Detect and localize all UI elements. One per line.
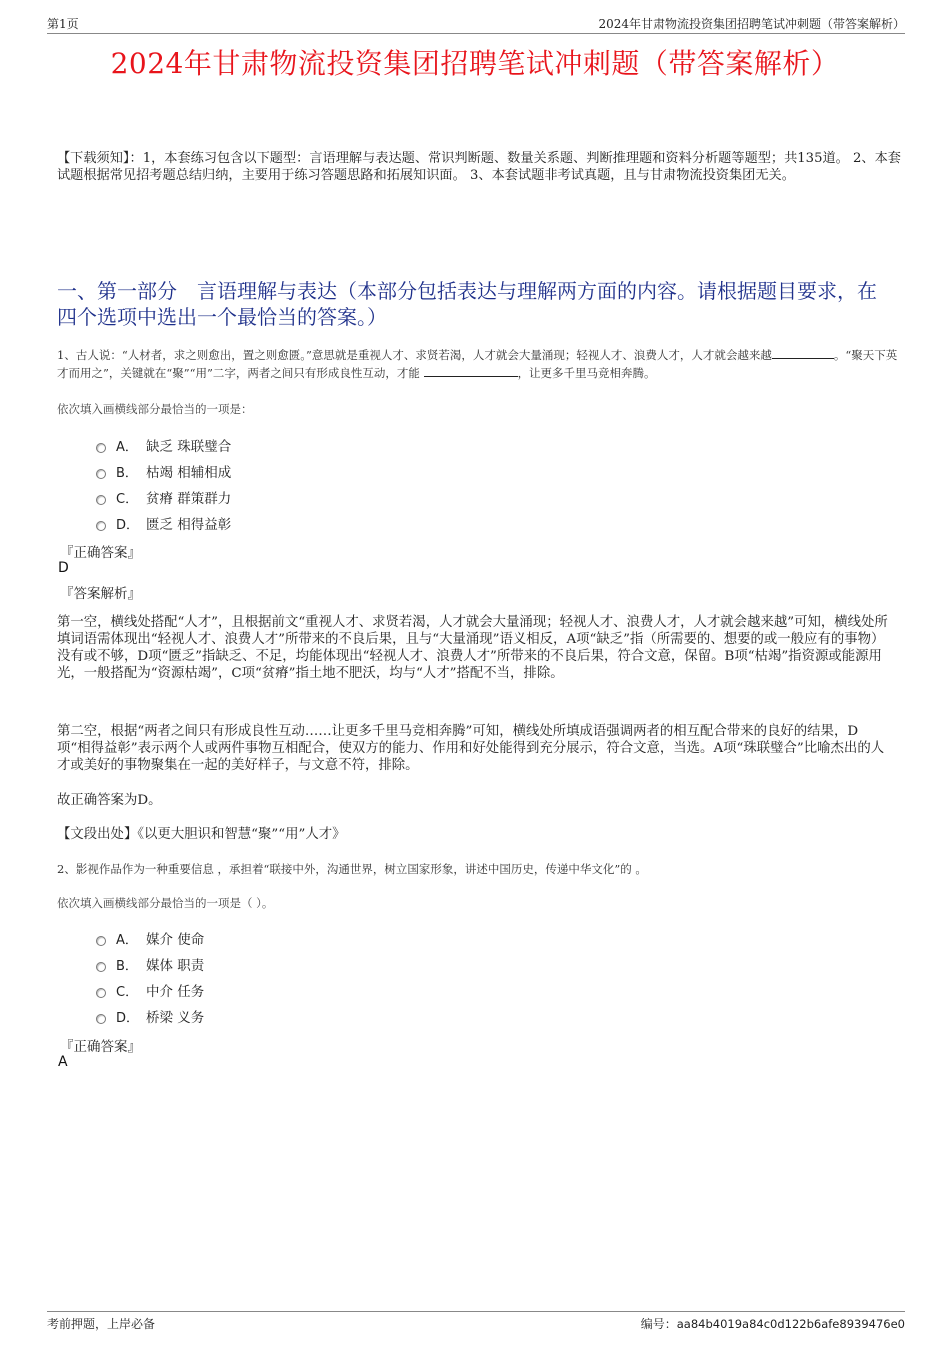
option-a[interactable]: A． 缺乏 珠联璧合 xyxy=(96,432,231,458)
correct-answer-label: 『正确答案』 xyxy=(60,1039,141,1055)
option-d-text: 匮乏 相得益彰 xyxy=(146,517,232,533)
option-b[interactable]: B． 媒体 职责 xyxy=(96,951,204,977)
correct-answer-label: 『正确答案』 xyxy=(60,545,141,561)
correct-answer: A xyxy=(58,1054,68,1070)
radio-icon[interactable] xyxy=(96,521,106,531)
question-1-options xyxy=(96,432,231,536)
option-a[interactable]: A． 媒介 使命 xyxy=(96,925,204,951)
option-a-text: 缺乏 珠联璧合 xyxy=(146,439,232,455)
question-1-text-part3: ，让更多千里马竞相奔腾。 xyxy=(517,366,656,380)
option-b-text: 枯竭 相辅相成 xyxy=(146,465,232,481)
option-b-text: 媒体 职责 xyxy=(146,958,205,974)
option-c-text: 贫瘠 群策群力 xyxy=(146,491,232,507)
option-b[interactable]: B． 枯竭 相辅相成 xyxy=(96,458,231,484)
option-d[interactable]: D． 匮乏 相得益彰 xyxy=(96,510,231,536)
radio-icon[interactable] xyxy=(96,988,106,998)
download-notice: 【下载须知】：1，本套练习包含以下题型：言语理解与表达题、常识判断题、数量关系题、判断推理题和资料分析题等题型；共135道。 2、本套试题根据常见招考题总结归纳，主要用于练习答题思路和拓展知识面。 3、本套试题非考试真题，且与甘肃物流投资集团无关。 xyxy=(57,151,901,183)
blank-1 xyxy=(772,346,834,359)
option-c[interactable]: C． 贫瘠 群策群力 xyxy=(96,484,231,510)
option-a-text: 媒介 使命 xyxy=(146,932,205,948)
question-2-options xyxy=(96,925,204,1029)
text-source: 【文段出处】《以更大胆识和智慧“聚”“用”人才》 xyxy=(57,827,346,842)
blank-2 xyxy=(424,364,518,377)
radio-icon[interactable] xyxy=(96,1014,106,1024)
question-2-prompt: 依次填入画横线部分最恰当的一项是（ ）。 xyxy=(57,896,274,910)
footer-slogan: 考前押题，上岸必备 xyxy=(47,1317,156,1331)
question-2-text: 2、影视作品作为一种重要信息 ，承担着“联接中外，沟通世界，树立国家形象，讲述中国历史，传递中华文化”的 。 xyxy=(57,862,647,876)
document-code: 编号：aa84b4019a84c0d122b6afe8939476e0 xyxy=(640,1317,905,1331)
question-1-text-part2: 。“聚天下英才而用之”，关键就在“聚”“用”二字，两者之间只有形成良性互动，才能 xyxy=(57,348,898,380)
analysis-label: 『答案解析』 xyxy=(60,586,141,602)
page-header xyxy=(47,13,905,34)
option-d[interactable]: D． 桥梁 义务 xyxy=(96,1003,204,1029)
radio-icon[interactable] xyxy=(96,443,106,453)
question-1-text xyxy=(57,346,905,382)
question-1-prompt: 依次填入画横线部分最恰当的一项是： xyxy=(57,402,253,416)
option-c[interactable]: C． 中介 任务 xyxy=(96,977,204,1003)
question-1-text-part1: 1、古人说：“人材者，求之则愈出，置之则愈匮。”意思就是重视人才、求贤若渴，人才就会大量涌现；轻视人才、浪费人才，人才就会越来越 xyxy=(57,348,772,362)
option-d-text: 桥梁 义务 xyxy=(146,1010,205,1026)
header-doc-title: 2024年甘肃物流投资集团招聘笔试冲刺题（带答案解析） xyxy=(598,17,905,31)
analysis-conclusion: 故正确答案为D。 xyxy=(57,793,162,808)
option-c-text: 中介 任务 xyxy=(146,984,205,1000)
radio-icon[interactable] xyxy=(96,962,106,972)
page-footer xyxy=(47,1311,905,1332)
document-title: 2024年甘肃物流投资集团招聘笔试冲刺题（带答案解析） xyxy=(110,47,840,80)
analysis-paragraph-1: 第一空，横线处搭配“人才”，且根据前文“重视人才、求贤若渴，人才就会大量涌现；轻视人才、浪费人才，人才就会越来越”可知，横线处所填词语需体现出“轻视人才、浪费人才”所带来的不良后果，且与“大量涌现”语义相反，A项“缺乏”指（所需要的、想要的或一般应有的事物）没有或不够，D项“匮乏”指缺乏、不足，均能体现出“轻视人才、浪费人才”所带来的不良后果，符合文意，保留。B项“枯竭”指资源或能源用光，一般搭配为“资源枯竭”，C项“贫瘠”指土地不肥沃，均与“人才”搭配不当，排除。 xyxy=(57,615,888,681)
correct-answer: D xyxy=(58,560,69,576)
radio-icon[interactable] xyxy=(96,469,106,479)
section-heading: 一、第一部分 言语理解与表达（本部分包括表达与理解两方面的内容。请根据题目要求，在四个选项中选出一个最恰当的答案。） xyxy=(57,279,877,329)
radio-icon[interactable] xyxy=(96,936,106,946)
analysis-paragraph-2: 第二空，根据“两者之间只有形成良性互动……让更多千里马竞相奔腾”可知，横线处所填成语强调两者的相互配合带来的良好的结果，D项“相得益彰”表示两个人或两件事物互相配合，使双方的能力、作用和好处能得到充分展示，符合文意，当选。A项“珠联璧合”比喻杰出的人才或美好的事物聚集在一起的美好样子，与文意不符，排除。 xyxy=(57,724,885,773)
page-number: 第1页 xyxy=(47,17,79,31)
radio-icon[interactable] xyxy=(96,495,106,505)
